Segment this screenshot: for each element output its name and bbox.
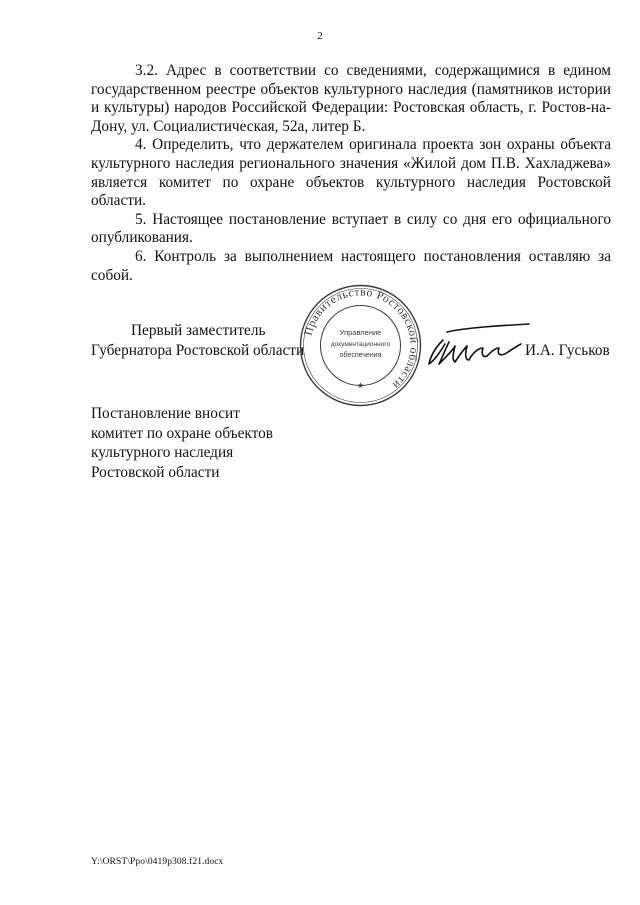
seal-center-line3: обеспечения: [339, 352, 382, 359]
paragraph-3-2: 3.2. Адрес в соответствии со сведениями, содержащимися в едином государственном реестре объектов культурного наследия (памятников истории и культуры) народов Российской Федерации: Ростовская область, г. Ростов-на-Дону, ул. Социалистическая, 52а, литер Б.: [91, 62, 611, 135]
signatory-name: И.А. Гуськов: [525, 342, 610, 359]
handwritten-signature: [425, 322, 535, 370]
note-line: Постановление вносит: [91, 405, 240, 422]
note-line: культурного наследия: [91, 444, 234, 461]
signatory-title: [91, 321, 304, 361]
seal-center-line2: документационного: [330, 341, 391, 348]
paragraph-5: 5. Настоящее постановление вступает в силу со дня его официального опубликования.: [91, 210, 611, 247]
signatory-title-line1: Первый заместитель: [131, 322, 266, 339]
seal-star-icon: ★: [356, 381, 365, 390]
submission-note: [91, 404, 273, 482]
document-body: [91, 62, 611, 285]
signatory-title-line2: Губернатора Ростовской области: [91, 342, 305, 359]
note-line: Ростовской области: [91, 463, 220, 481]
seal-center-line1: Управление: [339, 328, 382, 337]
note-line: комитет по охране объектов: [91, 424, 274, 442]
file-path-footer: Y:\ORST\Ppo\0419p308.f21.docx: [91, 857, 224, 867]
paragraph-6: 6. Контроль за выполнением настоящего постановления оставляю за собой.: [91, 247, 611, 284]
seal-ring-text: Правительство Ростовской области: [302, 286, 420, 392]
paragraph-4: 4. Определить, что держателем оригинала проекта зон охраны объекта культурного наследия регионального значения «Жилой дом П.В. Хахладжева» является комитет по охране объектов культурного наследия Ростовской области.: [91, 136, 611, 210]
page-number: 2: [317, 30, 323, 42]
official-seal: [298, 283, 423, 408]
